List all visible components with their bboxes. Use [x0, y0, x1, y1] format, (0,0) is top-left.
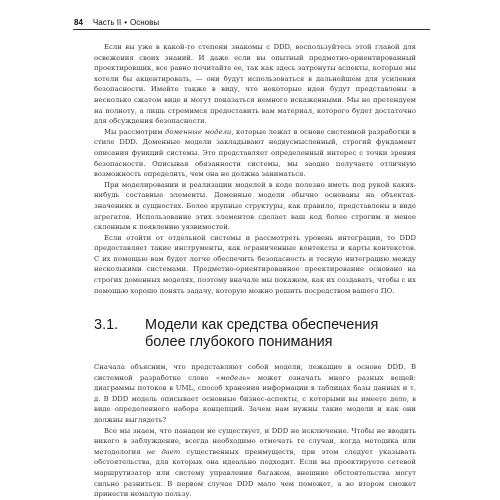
part-title: Основы: [130, 18, 160, 27]
bottom-text-block: [94, 362, 416, 500]
paragraph-3: При моделировании и реализации моделей в коде полезно иметь под рукой каких-нибудь составные элементы. Доменные модели обычно основаны на объектах-значениях и сущностях. Более крупные структуры, как правило, представлены в виде агрегатов. Использование этих элементов сделает ваш код более строгим и менее склонным к появлению уязвимостей.: [94, 180, 416, 232]
paragraph-6: Все мы знаем, что панацеи не существует, и DDD не исключение. Чтобы не вводить никого в заблуждение, всегда необходимо отмечать те случаи, когда методика или методология не дает существенных преимуществ, при этом следует указывать обстоятельства, для которых она идеально подходит. Если вы проектируете сетевой маршрутизатор или систему управления багажом, внешние обстоятельства могут сильно разниться. В первом случае DDD мало чем поможет, а во втором сможет принести немалую пользу.: [94, 426, 416, 499]
paragraph-2: Мы рассмотрим доменные модели, которые лежат в основе системной разработки в стиле DDD. Доменные модели закладывают недвусмысленный, строгий фундамент описания функций системы. Это представляет определенный интерес с точки зрения безопасности. Описывая обязанности системы, мы заодно получаете отличную возможность определить, чем она не должна заниматься.: [94, 127, 416, 179]
separator: •: [124, 18, 127, 27]
paragraph-4: Если отойти от отдельной системы и рассмотреть уровень интеграции, то DDD предоставляет такие инструменты, как ограниченные контексты и карты контекстов. С их помощью вам будет легче обеспечить безопасность и тесную интеграцию между несколькими системами. Предметно-ориентированное проектирование основано на строгих доменных моделях, поэтому вначале мы покажем, как их создавать, чтобы с их помощью хорошо понять задачу, которую можно решить посредством вашего ПО.: [94, 233, 416, 295]
page-number: 84: [74, 18, 83, 27]
section-title-line-2: более глубокого понимания: [145, 334, 333, 350]
section-number: 3.1.: [94, 317, 119, 333]
top-text-block: [94, 42, 416, 296]
header-rule: [73, 29, 430, 30]
section-title: [145, 317, 415, 351]
part-label: Часть II: [92, 18, 122, 27]
section-title-line-1: Модели как средства обеспечения: [145, 317, 379, 333]
running-head: [74, 18, 159, 27]
paragraph-5: Сначала объясним, что представляют собой модели, лежащие в основе DDD. В системной разработке слово «модель» может означать много разных вещей: диаграммы потоков в UML, способ хранения информации в таблицах базы данных и т. д. В DDD модель описывает основные бизнес-аспекты, с которыми вы имеете дело, в виде определенного набора концепций. Зачем нам нужны такие модели и как они должны выглядеть?: [94, 363, 416, 424]
paragraph-1: Если вы уже в какой-то степени знакомы с DDD, воспользуйтесь этой главой для освежения своих знаний. И даже если вы опытный предметно-ориентированный проектировщик, все равно почитайте ее, так как здесь затронуты аспекты, которые мы хотели бы акцентировать, — они будут использоваться в дальнейшем для усиления безопасности. Имейте также в виду, что некоторые идеи будут представлены в несколько сжатом виде и могут показаться немного искаженными. Мы не претендуем на полноту, а лишь стремимся предоставить вам материал, которого будет достаточно для обсуждения безопасности.: [94, 43, 416, 126]
